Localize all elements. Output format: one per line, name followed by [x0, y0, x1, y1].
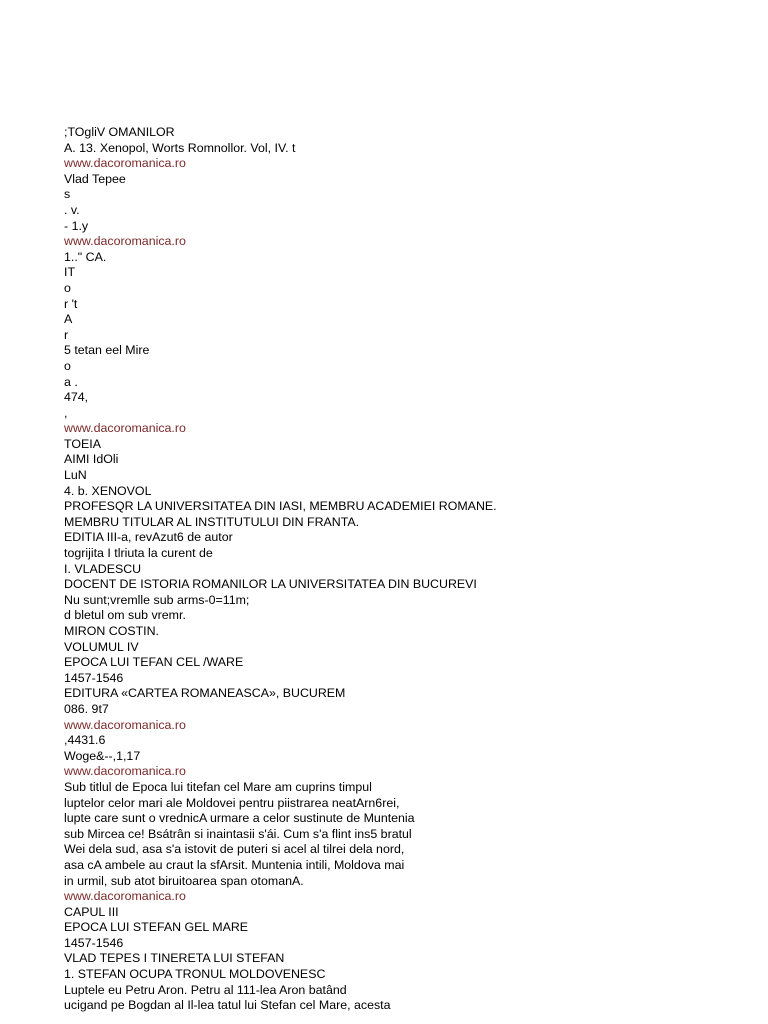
text-line: EDITURA «CARTEA ROMANEASCA», BUCUREM — [64, 686, 346, 701]
text-line: lupte care sunt o vrednicA urmare a celor sustinute de Muntenia — [64, 811, 415, 826]
text-line: EPOCA LUI TEFAN CEL /WARE — [64, 655, 244, 670]
text-line: 086. 9t7 — [64, 701, 109, 716]
text-line: TOEIA — [64, 436, 101, 451]
text-line: o — [64, 280, 71, 295]
text-line: 1457-1546 — [64, 935, 124, 950]
text-line: r 't — [64, 296, 78, 311]
text-line: Woge&--,1,17 — [64, 748, 141, 763]
text-line: r — [64, 327, 69, 342]
text-line: - 1.y — [64, 218, 89, 233]
text-line: VOLUMUL IV — [64, 639, 139, 654]
source-link[interactable]: www.dacoromanica.ro — [64, 717, 186, 732]
text-line: . v. — [64, 202, 80, 217]
text-line: luptelor celor mari ale Moldovei pentru piistrarea neatArn6rei, — [64, 795, 400, 810]
text-line: ;TOgliV OMANILOR — [64, 125, 175, 139]
text-line: Nu sunt;vremlle sub arms-0=11m; — [64, 592, 250, 607]
source-link[interactable]: www.dacoromanica.ro — [64, 156, 186, 171]
text-line: togrijita I tlriuta la curent de — [64, 546, 213, 561]
text-line: IT — [64, 265, 76, 280]
text-line: d bletul om sub vremr. — [64, 608, 186, 623]
text-line: CAPUL III — [64, 904, 119, 919]
text-line: AIMI IdOli — [64, 452, 119, 467]
document-text — [64, 125, 754, 1014]
text-line: MEMBRU TITULAR AL INSTITUTULUI DIN FRANTA. — [64, 514, 360, 529]
text-line: EPOCA LUI STEFAN GEL MARE — [64, 920, 249, 935]
text-line: 1.." CA. — [64, 249, 107, 264]
text-line: 1. STEFAN OCUPA TRONUL MOLDOVENESC — [64, 967, 326, 982]
source-link[interactable]: www.dacoromanica.ro — [64, 764, 186, 779]
source-link[interactable]: www.dacoromanica.ro — [64, 421, 186, 436]
source-link[interactable]: www.dacoromanica.ro — [64, 234, 186, 249]
text-line: s — [64, 187, 71, 202]
text-line: Luptele eu Petru Aron. Petru al 111-lea Aron batând — [64, 982, 347, 997]
text-line: , — [64, 405, 68, 420]
text-line: VLAD TEPES I TINERETA LUI STEFAN — [64, 951, 285, 966]
text-line: 474, — [64, 390, 89, 405]
text-line: A — [64, 312, 73, 327]
text-line: 4. b. XENOVOL — [64, 483, 152, 498]
text-line: a . — [64, 374, 78, 389]
text-line: PROFESQR LA UNIVERSITATEA DIN IASI, MEMBRU ACADEMIEI ROMANE. — [64, 499, 497, 514]
text-line: A. 13. Xenopol, Worts Romnollor. Vol, IV. t — [64, 140, 296, 155]
text-line: 5 tetan eel Mire — [64, 343, 150, 358]
text-line: LuN — [64, 468, 87, 483]
source-link[interactable]: www.dacoromanica.ro — [64, 889, 186, 904]
text-line: o — [64, 358, 71, 373]
text-line: ,4431.6 — [64, 733, 106, 748]
text-line: sub Mircea ce! Bsátrân si inaintasii s'ái. Cum s'a flint ins5 bratul — [64, 826, 412, 841]
text-line: I. VLADESCU — [64, 561, 142, 576]
text-line: 1457-1546 — [64, 670, 124, 685]
text-line: ucigand pe Bogdan al Il-lea tatul lui Stefan cel Mare, acesta — [64, 998, 391, 1013]
text-line: in urmil, sub atot biruitoarea span otomanA. — [64, 873, 304, 888]
text-line: Vlad Tepee — [64, 171, 126, 186]
text-line: DOCENT DE ISTORIA ROMANILOR LA UNIVERSITATEA DIN BUCUREVI — [64, 577, 477, 592]
text-line: MIRON COSTIN. — [64, 624, 159, 638]
text-line: EDITIA III-a, revAzut6 de autor — [64, 530, 233, 545]
text-line: Wei dela sud, asa s'a istovit de puteri si acel al tilrei dela nord, — [64, 842, 405, 857]
text-line: Sub titlul de Epoca lui titefan cel Mare am cuprins timpul — [64, 779, 372, 794]
text-line: asa cA ambele au craut la sfArsit. Muntenia intili, Moldova mai — [64, 857, 405, 872]
